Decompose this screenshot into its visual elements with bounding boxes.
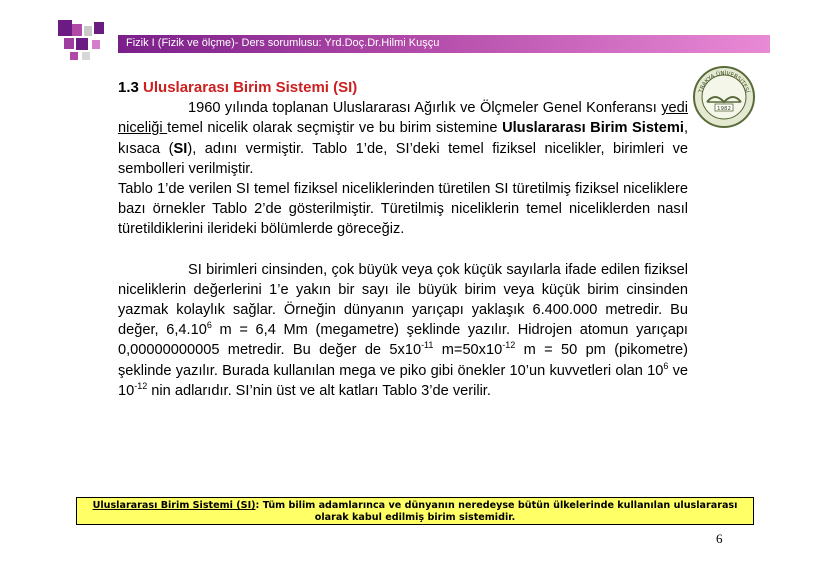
section-title-text: Uluslararası Birim Sistemi (SI) xyxy=(143,79,358,96)
para3-text-3: m=50x10 xyxy=(433,342,503,359)
definition-text: : Tüm bilim adamlarınca ve dünyanın neredeyse bütün ülkelerinde kullanılan uluslararası olarak kabul edilmiş birim sistemidir. xyxy=(255,500,738,523)
para1-text-3: , kısaca ( xyxy=(118,120,689,157)
slide-header-bar xyxy=(118,35,770,53)
paragraph-gap xyxy=(118,240,688,260)
superscript: 6 xyxy=(663,360,669,371)
seven-quantities-underlined: yedi niceliği xyxy=(118,100,688,137)
main-content xyxy=(118,78,688,401)
para1-text-2: temel nicelik olarak seçmiştir ve bu birim sistemine xyxy=(167,120,503,137)
page-number: 6 xyxy=(716,531,723,546)
section-number: 1.3 xyxy=(118,79,139,96)
para3-text-2: m = 6,4 Mm (megametre) şeklinde yazılır. Hidrojen atomun yarıçapı 0,00000000005 metredir. Bu değer de 5x10 xyxy=(118,322,688,359)
superscript: -12 xyxy=(502,340,516,351)
definition-box xyxy=(76,497,754,525)
header-text: Fizik I (Fizik ve ölçme)- Ders sorumlusu: Yrd.Doç.Dr.Hilmi Kuşçu xyxy=(126,37,440,49)
para1-text-4: ), adını vermiştir. Tablo 1’de, SI’deki temel fiziksel nicelikler, birimleri ve sembolleri verilmiştir. xyxy=(118,140,688,177)
para3-text-1: SI birimleri cinsinden, çok büyük veya çok küçük sayılarla ifade edilen fiziksel niceliklerin değerlerini 1’e yakın bir sayı ile büyük birim veya küçük birim cinsinden yazmak kolaylık sağlar. Örneğin dünyanın yarıçapı yaklaşık 6.400.000 metredir. Bu değer, 6,4.10 xyxy=(118,261,688,339)
superscript: -12 xyxy=(134,380,148,391)
definition-term: Uluslararası Birim Sistemi (SI) xyxy=(92,500,256,511)
para1-text-1: 1960 yılında toplanan Uluslararası Ağırlık ve Ölçmeler Genel Konferansı xyxy=(188,100,662,117)
superscript: -11 xyxy=(421,340,434,351)
para3-text-5: ve 10 xyxy=(118,362,688,399)
paragraph-1 xyxy=(118,98,688,179)
superscript: 6 xyxy=(206,320,212,331)
paragraph-3 xyxy=(118,260,688,401)
section-title xyxy=(118,78,688,98)
para1-bold-si: SI xyxy=(173,140,188,157)
para1-bold-system-name: Uluslararası Birim Sistemi xyxy=(502,120,684,137)
para3-text-6: nin adlarıdır. SI’nin üst ve alt katları Tablo 3’de verilir. xyxy=(147,382,491,399)
university-emblem-icon xyxy=(693,66,755,128)
slide-logo-squares xyxy=(0,0,110,70)
paragraph-2: Tablo 1’de verilen SI temel fiziksel niceliklerinden türetilen SI türetilmiş fiziksel niceliklere bazı örnekler Tablo 2’de gösterilmiştir. Türetilmiş niceliklerin temel niceliklerden nasıl türetildiklerini ilerideki bölümlerde göreceğiz. xyxy=(118,181,688,238)
para3-text-4: m = 50 pm (pikometre) şeklinde yazılır. Burada kullanılan mega ve piko gibi önekler 10’un kuvvetleri olan 10 xyxy=(118,342,688,379)
emblem-year: 1982 xyxy=(717,105,731,112)
emblem-text: TRAKYA ÜNİVERSİTESİ xyxy=(698,70,750,94)
